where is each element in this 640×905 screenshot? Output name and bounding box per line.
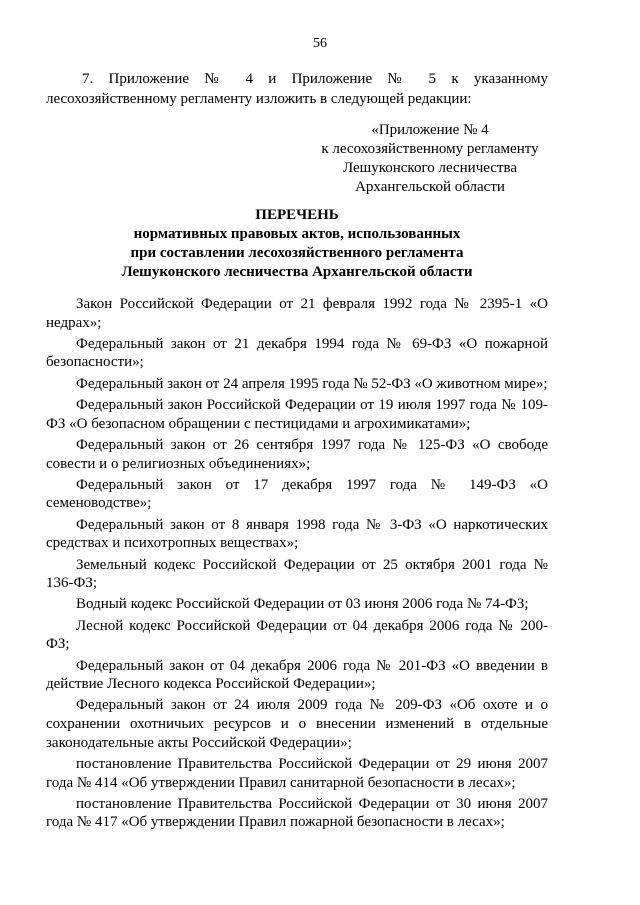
- intro-line-1: 7. Приложение № 4 и Приложение № 5 к указанному: [82, 71, 548, 87]
- page-number: 56: [313, 36, 327, 51]
- title-line-1: ПЕРЕЧЕНЬ: [255, 207, 339, 223]
- intro-line-2: лесохозяйственному регламенту изложить в следующей редакции:: [46, 91, 472, 107]
- appendix-line-4: Архангельской области: [355, 179, 505, 195]
- law-item: Федеральный закон Российской Федерации от 19 июля 1997 года № 109-ФЗ «О безопасном обращении с пестицидами и агрохимикатами»;: [46, 397, 548, 432]
- title-line-3: при составлении лесохозяйственного регламента: [130, 245, 464, 261]
- law-item: Федеральный закон от 24 июля 2009 года № 209-ФЗ «Об охоте и о сохранении охотничьих ресурсов и о внесении изменений в отдельные законодательные акты Российской Федерации»;: [46, 697, 548, 751]
- intro-paragraph: [46, 69, 548, 109]
- law-item: постановление Правительства Российской Федерации от 29 июня 2007 года № 414 «Об утверждении Правил санитарной безопасности в лесах»;: [46, 755, 548, 791]
- appendix-header: [300, 121, 560, 197]
- appendix-line-1: «Приложение № 4: [371, 122, 489, 138]
- law-item: Земельный кодекс Российской Федерации от 25 октября 2001 года № 136-ФЗ;: [46, 556, 548, 592]
- law-item: Федеральный закон от 24 апреля 1995 года № 52-ФЗ «О животном мире»;: [76, 375, 548, 392]
- law-item: Федеральный закон от 17 декабря 1997 года № 149-ФЗ «О семеноводстве»;: [46, 476, 548, 512]
- law-item: Лесной кодекс Российской Федерации от 04 декабря 2006 года № 200-ФЗ;: [46, 617, 548, 653]
- law-item: Закон Российской Федерации от 21 февраля 1992 года № 2395-1 «О недрах»;: [46, 296, 548, 331]
- law-item: Федеральный закон от 26 сентября 1997 года № 125-ФЗ «О свободе совести и о религиозных объединениях»;: [46, 436, 548, 472]
- law-item: постановление Правительства Российской Федерации от 30 июня 2007 года № 417 «Об утверждении Правил пожарной безопасности в лесах»;: [46, 795, 548, 831]
- law-item: Федеральный закон от 04 декабря 2006 года № 201-ФЗ «О введении в действие Лесного кодекса Российской Федерации»;: [46, 657, 548, 693]
- appendix-line-2: к лесохозяйственному регламенту: [321, 141, 539, 157]
- laws-list: [46, 295, 548, 835]
- law-item: Федеральный закон от 21 декабря 1994 года № 69-ФЗ «О пожарной безопасности»;: [46, 335, 548, 371]
- title-line-2: нормативных правовых актов, использованных: [133, 226, 461, 242]
- appendix-line-3: Лешуконского лесничества: [342, 160, 518, 176]
- title-line-4: Лешуконского лесничества Архангельской области: [121, 264, 473, 280]
- document-title: [46, 206, 548, 282]
- law-item: Федеральный закон от 8 января 1998 года № 3-ФЗ «О наркотических средствах и психотропных веществах»;: [46, 516, 548, 552]
- law-item: Водный кодекс Российской Федерации от 03 июня 2006 года № 74-ФЗ;: [76, 596, 529, 613]
